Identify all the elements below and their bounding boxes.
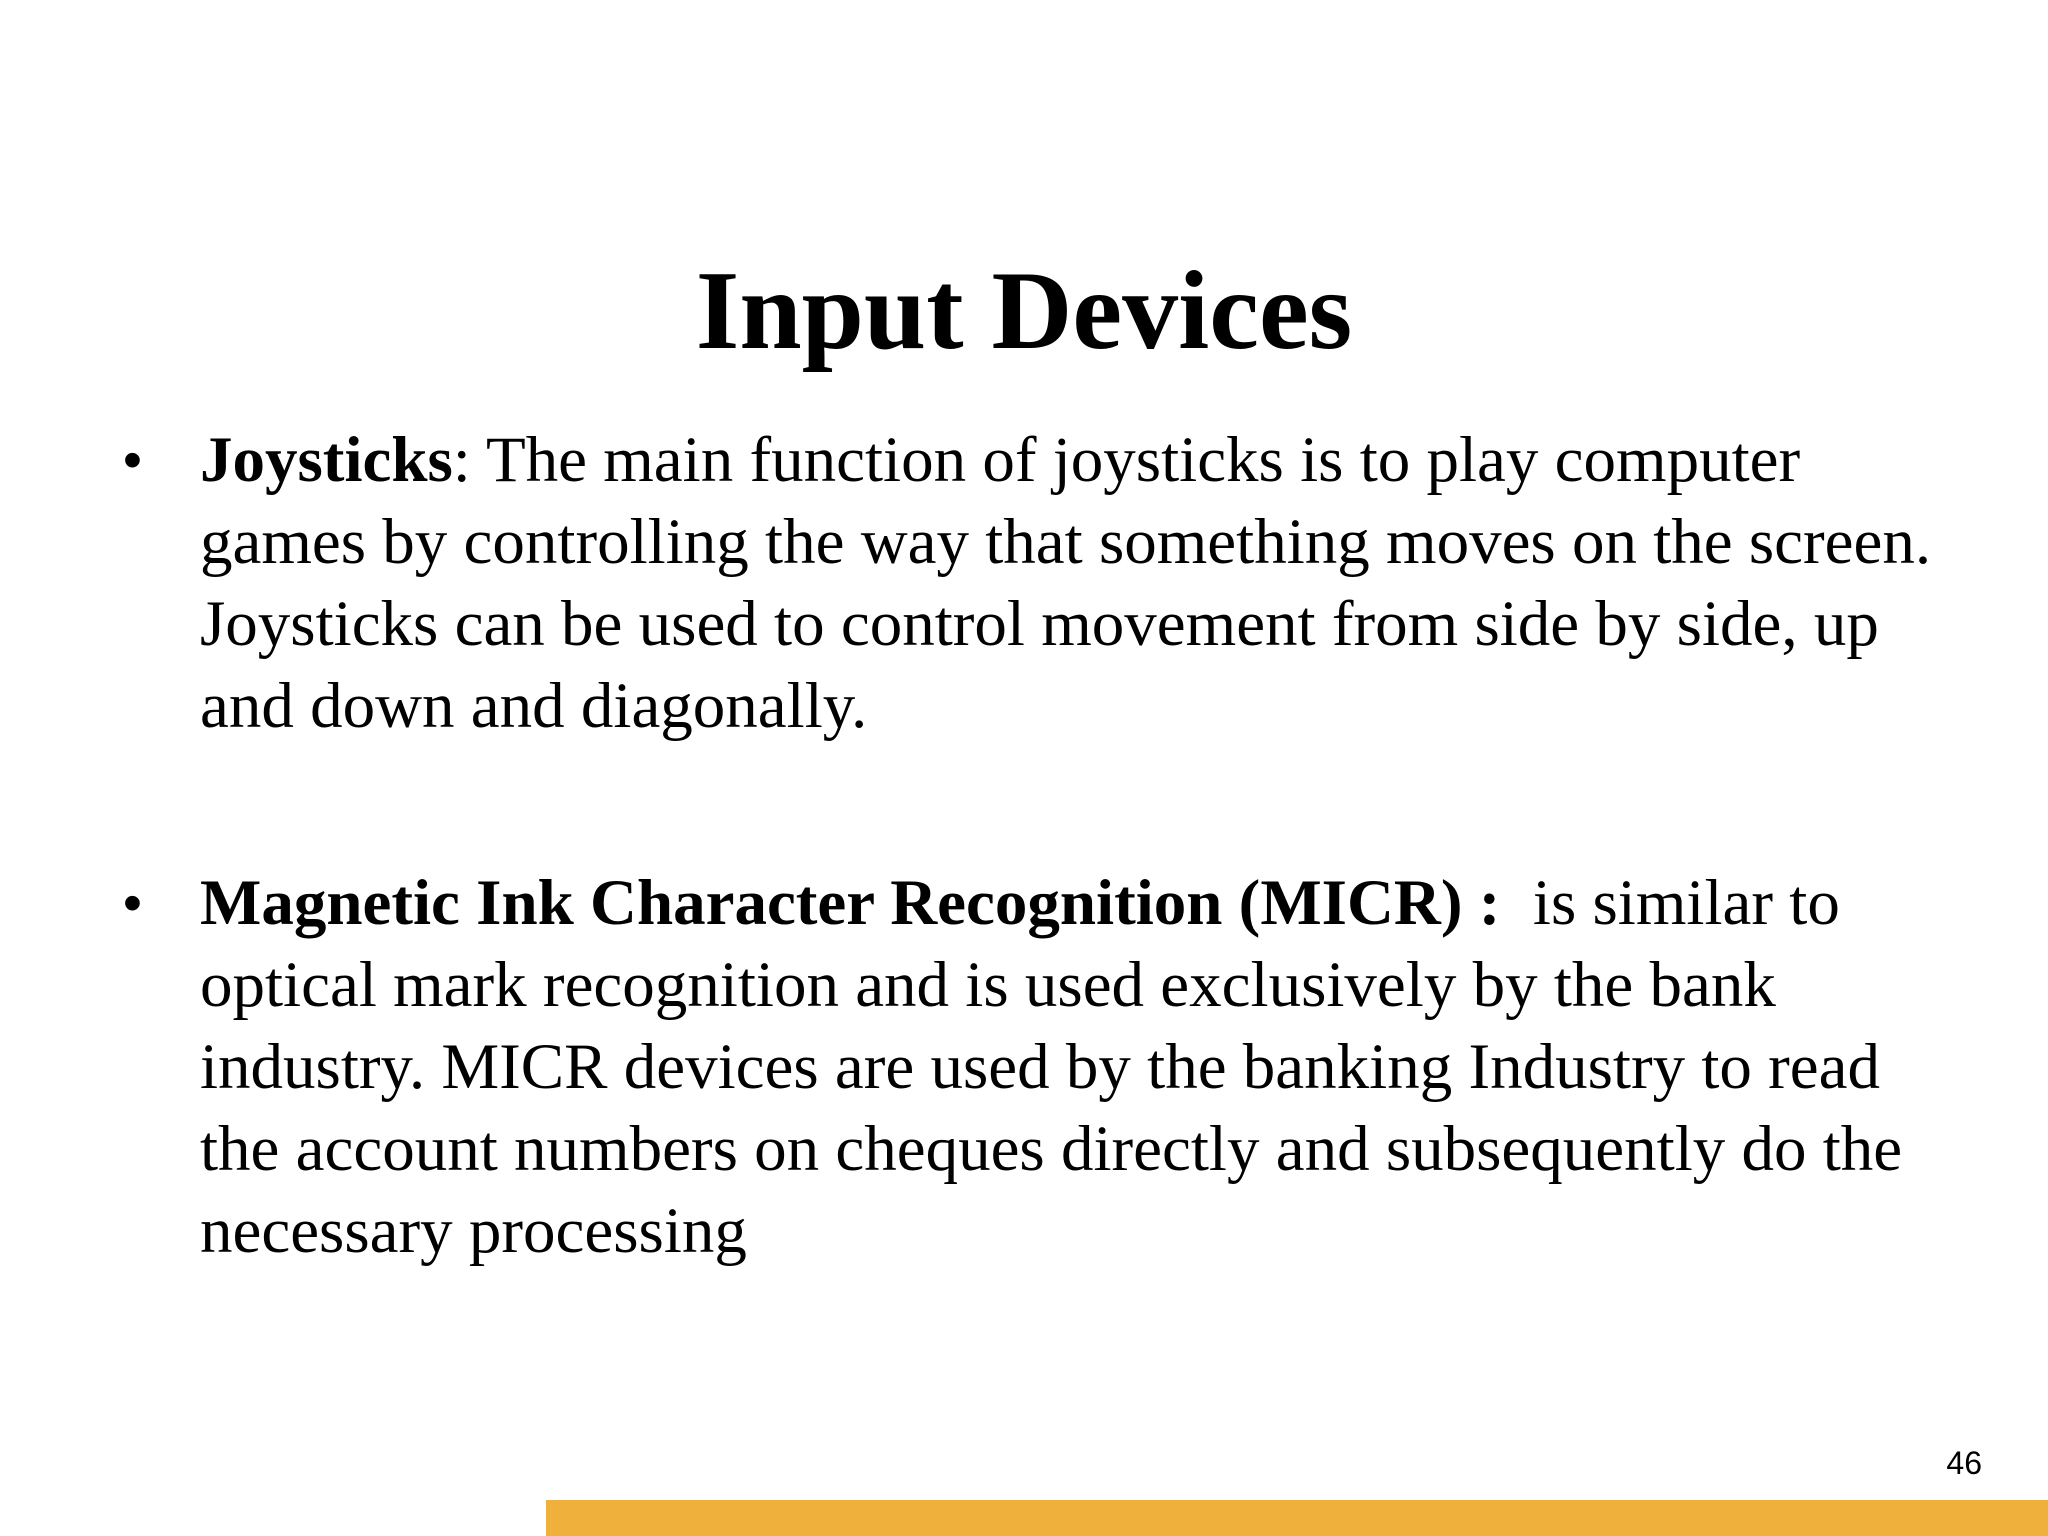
bullet-item-micr — [123, 862, 1960, 1272]
bullet-separator — [1500, 867, 1533, 939]
slide-title: Input Devices — [695, 249, 1353, 373]
bullet-term: Joysticks — [200, 424, 453, 496]
accent-bar — [546, 1500, 2048, 1536]
bullet-term: Magnetic Ink Character Recognition (MICR) : — [200, 867, 1501, 939]
bullet-text: The main function of joysticks is to play computer games by controlling the way that something moves on the screen. Joysticks can be used to control movement from side by side, up and down and diagonally. — [200, 424, 1932, 742]
bullet-item-joysticks — [123, 419, 1960, 747]
bullet-separator: : — [452, 424, 486, 496]
bullet-text: is similar to optical mark recognition and is used exclusively by the bank industry. MICR devices are used by the banking Industry to read the account numbers on cheques directly and subsequently do the necessary processing — [200, 867, 1903, 1267]
bullet-dot-icon: • — [123, 430, 142, 490]
bullet-dot-icon: • — [123, 873, 142, 933]
page-number: 46 — [1946, 1445, 1982, 1481]
